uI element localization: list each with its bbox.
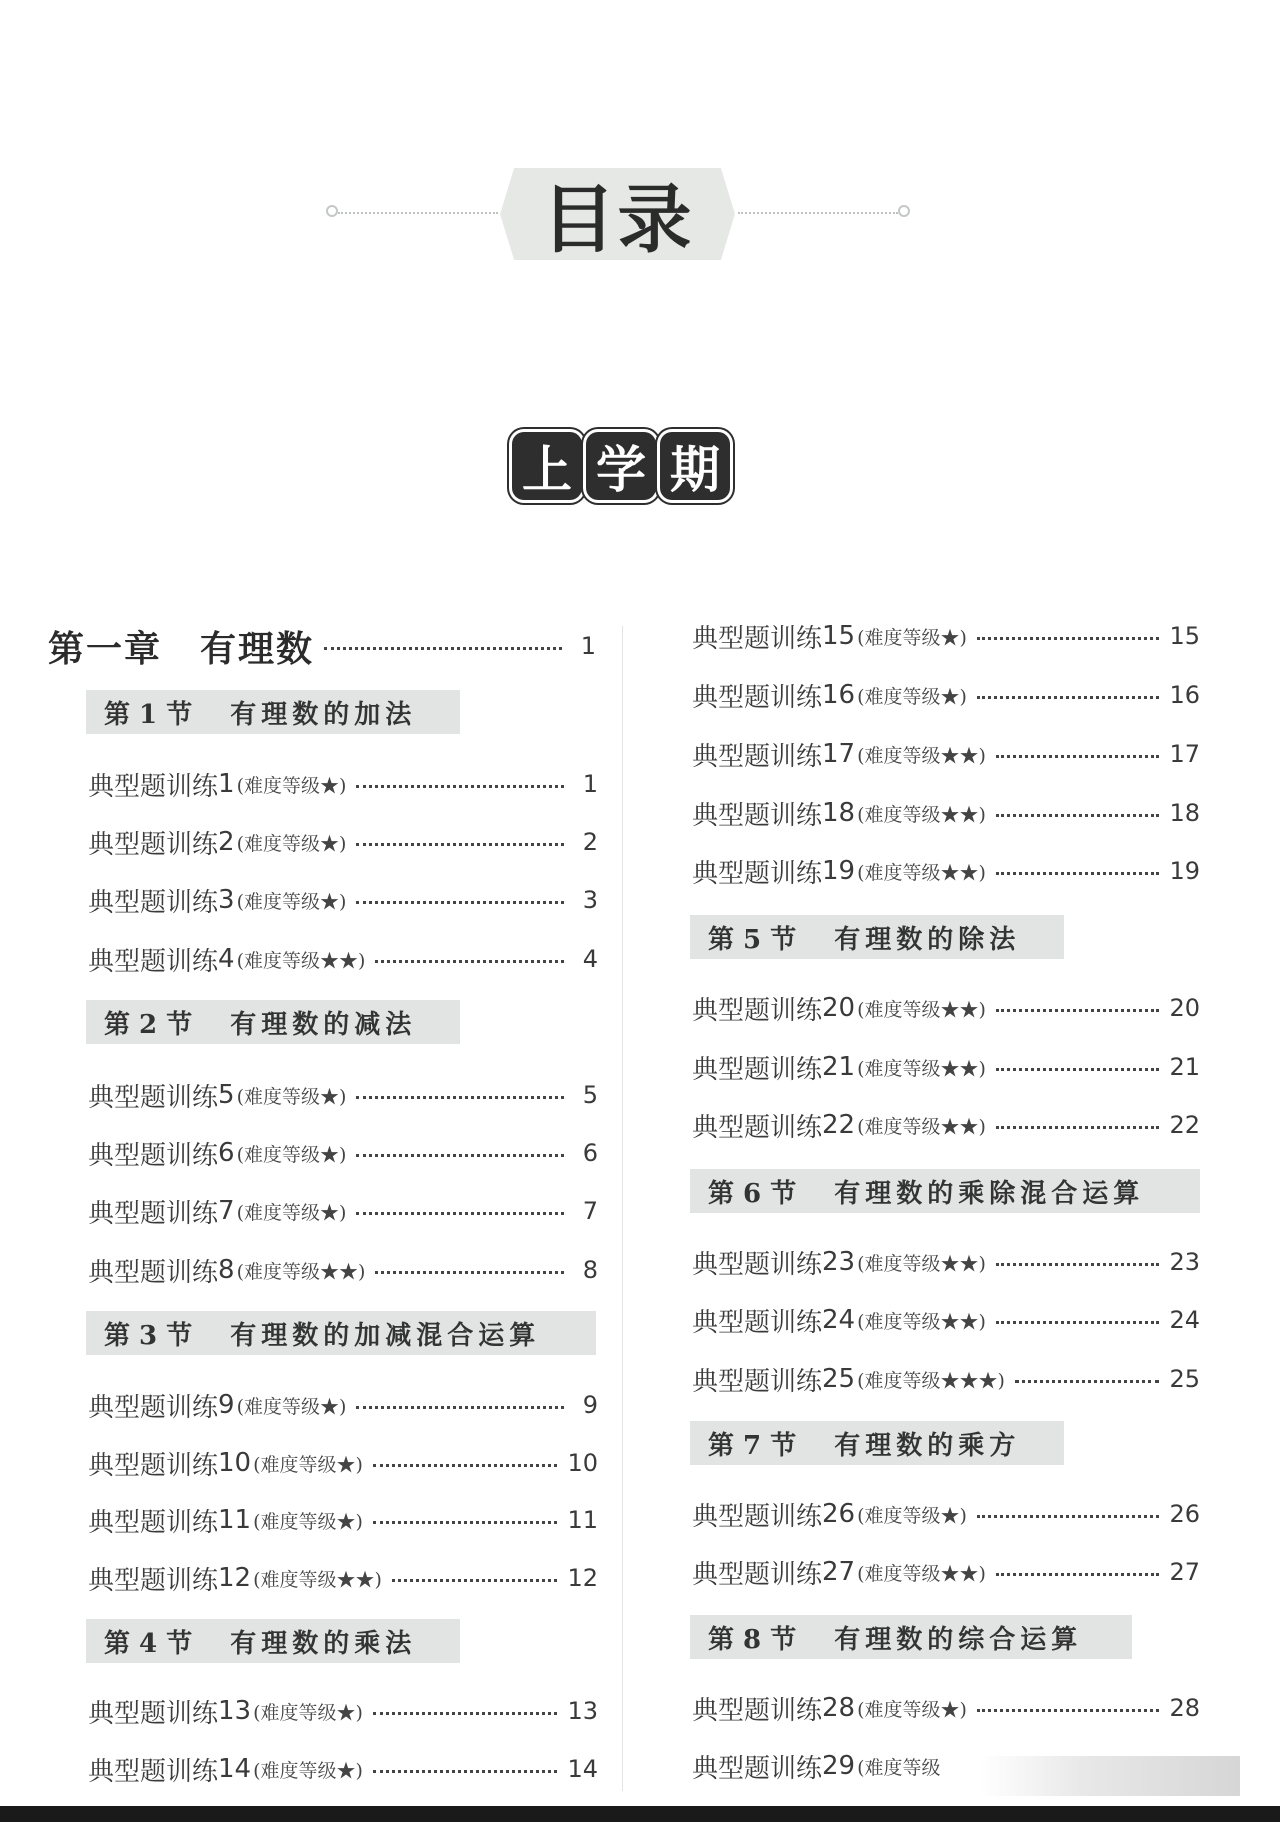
entry-page-number: 6 (582, 1139, 598, 1167)
section-number: 第 2 节 (104, 1009, 193, 1040)
entry-page-number: 9 (582, 1391, 598, 1419)
section-number: 第 7 节 (708, 1430, 797, 1461)
toc-entry[interactable] (692, 988, 1200, 1028)
toc-entry[interactable] (88, 764, 598, 804)
leader-dots (996, 1263, 1160, 1266)
toc-entry[interactable] (692, 793, 1200, 833)
toc-entry[interactable] (692, 1688, 1200, 1728)
entry-page-number: 22 (1169, 1111, 1200, 1139)
section-title: 有理数的乘法 (230, 1628, 417, 1659)
title-ornament-line-left (338, 212, 498, 214)
entry-number: 3 (218, 885, 235, 915)
page-title: 目录 (541, 177, 694, 263)
entry-title: 典型题训练 (692, 800, 823, 831)
entry-page-number: 12 (567, 1564, 598, 1592)
difficulty-level: (难度等级★) (236, 1395, 347, 1418)
toc-entry[interactable] (692, 1300, 1200, 1340)
entry-number: 22 (822, 1110, 856, 1140)
difficulty-level: (难度等级★★) (857, 1310, 986, 1333)
toc-entry[interactable] (88, 880, 598, 920)
difficulty-level: (难度等级★★★) (857, 1369, 1005, 1392)
section-heading[interactable] (86, 1619, 460, 1663)
leader-dots (977, 1515, 1160, 1518)
leader-dots (375, 960, 564, 963)
difficulty-level: (难度等级★) (857, 1698, 967, 1721)
entry-number: 17 (822, 739, 856, 769)
section-number: 第 1 节 (104, 699, 193, 730)
entry-title: 典型题训练 (692, 682, 823, 713)
entry-number: 1 (218, 769, 235, 799)
entry-page-number: 23 (1169, 1248, 1200, 1276)
section-title: 有理数的除法 (834, 924, 1021, 955)
difficulty-level: (难度等级★★) (857, 744, 986, 767)
toc-entry[interactable] (692, 851, 1200, 891)
entry-title: 典型题训练 (692, 623, 823, 654)
leader-dots (977, 1709, 1160, 1712)
toc-entry[interactable] (692, 1047, 1200, 1087)
entry-number: 27 (822, 1557, 856, 1587)
difficulty-level: (难度等级★) (253, 1510, 363, 1533)
entry-page-number: 25 (1169, 1365, 1200, 1393)
toc-entry[interactable] (88, 1191, 598, 1231)
entry-title: 典型题训练 (88, 1082, 219, 1113)
difficulty-level: (难度等级★★) (857, 861, 986, 884)
leader-dots (356, 785, 564, 788)
entry-number: 12 (218, 1563, 252, 1593)
leader-dots (996, 755, 1160, 758)
section-heading[interactable] (86, 1000, 460, 1044)
toc-entry[interactable] (88, 1558, 598, 1598)
entry-title: 典型题训练 (692, 1054, 823, 1085)
entry-title: 典型题训练 (692, 1307, 823, 1338)
leader-dots (324, 647, 562, 650)
entry-number: 6 (218, 1138, 235, 1168)
difficulty-level: (难度等级 (857, 1756, 941, 1779)
leader-dots (356, 1096, 564, 1099)
entry-title: 典型题训练 (88, 946, 219, 977)
entry-number: 10 (218, 1448, 252, 1478)
entry-title: 典型题训练 (88, 1698, 219, 1729)
entry-number: 16 (822, 680, 856, 710)
entry-title: 典型题训练 (692, 858, 823, 889)
semester-char: 上 (512, 432, 582, 500)
entry-page-number: 5 (582, 1081, 598, 1109)
section-heading[interactable] (86, 690, 460, 734)
toc-entry[interactable] (88, 822, 598, 862)
section-number: 第 4 节 (104, 1628, 193, 1659)
entry-title: 典型题训练 (692, 1366, 823, 1397)
entry-title: 典型题训练 (692, 1753, 823, 1784)
entry-number: 23 (822, 1247, 856, 1277)
toc-entry[interactable] (692, 1494, 1200, 1534)
difficulty-level: (难度等级★) (253, 1701, 363, 1724)
entry-title: 典型题训练 (88, 1257, 219, 1288)
entry-page-number: 18 (1169, 799, 1200, 827)
difficulty-level: (难度等级★) (253, 1453, 363, 1476)
difficulty-level: (难度等级★★) (236, 949, 366, 972)
section-heading[interactable] (690, 1169, 1200, 1213)
toc-entry[interactable] (692, 734, 1200, 774)
section-title: 有理数的加法 (230, 699, 417, 730)
difficulty-level: (难度等级★) (857, 626, 967, 649)
leader-dots (373, 1464, 558, 1467)
entry-page-number: 27 (1169, 1558, 1200, 1586)
leader-dots (996, 1321, 1160, 1324)
title-ornament-line-right (738, 212, 898, 214)
leader-dots (996, 872, 1160, 875)
entry-number: 24 (822, 1305, 856, 1335)
entry-number: 26 (822, 1499, 856, 1529)
toc-entry[interactable] (692, 1242, 1200, 1282)
section-heading[interactable] (86, 1311, 596, 1355)
leader-dots (996, 1126, 1160, 1129)
leader-dots (356, 1406, 564, 1409)
entry-title: 典型题训练 (88, 1565, 219, 1596)
toc-entry[interactable] (88, 1075, 598, 1115)
semester-char: 期 (660, 432, 730, 500)
leader-dots (996, 814, 1160, 817)
entry-page-number: 24 (1169, 1306, 1200, 1334)
entry-number: 11 (218, 1505, 252, 1535)
section-number: 第 3 节 (104, 1320, 193, 1351)
semester-char: 学 (586, 432, 656, 500)
entry-number: 18 (822, 798, 856, 828)
entry-page-number: 17 (1169, 740, 1200, 768)
toc-entry[interactable] (88, 939, 598, 979)
difficulty-level: (难度等级★) (236, 1201, 347, 1224)
toc-entry[interactable] (88, 1133, 598, 1173)
difficulty-level: (难度等级★★) (857, 1115, 986, 1138)
leader-dots (356, 1212, 564, 1215)
toc-entry[interactable] (88, 1250, 598, 1290)
section-number: 第 6 节 (708, 1178, 797, 1209)
entry-title: 典型题训练 (88, 1198, 219, 1229)
difficulty-level: (难度等级★) (236, 1143, 347, 1166)
leader-dots (1015, 1380, 1160, 1383)
entry-page-number: 10 (567, 1449, 598, 1477)
entry-page-number: 15 (1169, 622, 1200, 650)
entry-title: 典型题训练 (88, 1450, 219, 1481)
entry-number: 19 (822, 856, 856, 886)
entry-page-number: 16 (1169, 681, 1200, 709)
entry-number: 4 (218, 944, 235, 974)
section-title: 有理数的乘方 (834, 1430, 1021, 1461)
entry-title: 典型题训练 (88, 1507, 219, 1538)
watermark-overlay (980, 1756, 1240, 1796)
difficulty-level: (难度等级★★) (857, 1562, 986, 1585)
toc-entry[interactable] (692, 675, 1200, 715)
entry-number: 28 (822, 1693, 856, 1723)
difficulty-level: (难度等级★) (857, 685, 967, 708)
difficulty-level: (难度等级★★) (253, 1568, 382, 1591)
entry-page-number: 7 (582, 1197, 598, 1225)
toc-entry[interactable] (692, 1359, 1200, 1399)
entry-number: 20 (822, 993, 856, 1023)
section-title: 有理数的减法 (230, 1009, 417, 1040)
entry-number: 5 (218, 1080, 235, 1110)
section-title: 有理数的综合运算 (834, 1624, 1083, 1655)
difficulty-level: (难度等级★★) (857, 1252, 986, 1275)
entry-title: 典型题训练 (692, 1501, 823, 1532)
entry-number: 7 (218, 1196, 235, 1226)
semester-badge (512, 432, 730, 500)
toc-entry[interactable] (692, 1105, 1200, 1145)
entry-number: 14 (218, 1754, 252, 1784)
toc-entry[interactable] (88, 1691, 598, 1731)
entry-number: 29 (822, 1751, 856, 1781)
difficulty-level: (难度等级★★) (857, 803, 986, 826)
section-title: 有理数的乘除混合运算 (834, 1178, 1145, 1209)
toc-entry[interactable] (88, 1443, 598, 1483)
section-number: 第 5 节 (708, 924, 797, 955)
difficulty-level: (难度等级★) (236, 1085, 347, 1108)
entry-page-number: 11 (567, 1506, 598, 1534)
entry-number: 13 (218, 1696, 252, 1726)
section-heading[interactable] (690, 1421, 1064, 1465)
entry-title: 典型题训练 (88, 1392, 219, 1423)
difficulty-level: (难度等级★) (236, 832, 347, 855)
entry-title: 典型题训练 (88, 1756, 219, 1787)
leader-dots (977, 637, 1160, 640)
entry-number: 9 (218, 1390, 235, 1420)
leader-dots (373, 1521, 558, 1524)
title-ornament-dot-right (898, 205, 910, 217)
leader-dots (977, 696, 1160, 699)
entry-title: 典型题训练 (692, 1695, 823, 1726)
entry-title: 典型题训练 (692, 1112, 823, 1143)
entry-page-number: 19 (1169, 857, 1200, 885)
difficulty-level: (难度等级★★) (857, 998, 986, 1021)
entry-page-number: 28 (1169, 1694, 1200, 1722)
entry-page-number: 3 (582, 886, 598, 914)
entry-page-number: 21 (1169, 1053, 1200, 1081)
leader-dots (996, 1009, 1160, 1012)
entry-title: 典型题训练 (692, 995, 823, 1026)
toc-entry[interactable] (88, 1385, 598, 1425)
toc-entry[interactable] (88, 1749, 598, 1789)
entry-page-number: 2 (582, 828, 598, 856)
section-title: 有理数的加减混合运算 (230, 1320, 541, 1351)
entry-number: 15 (822, 621, 856, 651)
entry-title: 典型题训练 (692, 741, 823, 772)
entry-page-number: 26 (1169, 1500, 1200, 1528)
entry-title: 典型题训练 (88, 887, 219, 918)
toc-entry[interactable] (692, 616, 1200, 656)
difficulty-level: (难度等级★) (236, 890, 347, 913)
entry-number: 8 (218, 1255, 235, 1285)
section-heading[interactable] (690, 915, 1064, 959)
leader-dots (356, 901, 564, 904)
toc-entry[interactable] (692, 1552, 1200, 1592)
entry-page-number: 4 (582, 945, 598, 973)
column-divider (622, 626, 623, 1791)
leader-dots (392, 1579, 558, 1582)
difficulty-level: (难度等级★★) (236, 1260, 366, 1283)
entry-title: 典型题训练 (88, 829, 219, 860)
entry-page-number: 8 (582, 1256, 598, 1284)
entry-title: 典型题训练 (692, 1559, 823, 1590)
entry-page-number: 1 (582, 770, 598, 798)
chapter-title: 第一章 有理数 (48, 627, 315, 670)
entry-page-number: 13 (567, 1697, 598, 1725)
leader-dots (373, 1770, 558, 1773)
entry-number: 25 (822, 1364, 856, 1394)
entry-page-number: 14 (567, 1755, 598, 1783)
difficulty-level: (难度等级★) (857, 1504, 967, 1527)
entry-number: 21 (822, 1052, 856, 1082)
toc-entry[interactable] (88, 1500, 598, 1540)
section-heading[interactable] (690, 1615, 1132, 1659)
entry-title: 典型题训练 (88, 771, 219, 802)
leader-dots (996, 1573, 1160, 1576)
leader-dots (373, 1712, 558, 1715)
leader-dots (375, 1271, 564, 1274)
entry-number: 2 (218, 827, 235, 857)
entry-title: 典型题训练 (692, 1249, 823, 1280)
entry-title: 典型题训练 (88, 1140, 219, 1171)
section-number: 第 8 节 (708, 1624, 797, 1655)
chapter-page-number: 1 (580, 632, 596, 660)
leader-dots (356, 1154, 564, 1157)
title-ornament-dot-left (326, 205, 338, 217)
difficulty-level: (难度等级★) (253, 1759, 363, 1782)
difficulty-level: (难度等级★★) (857, 1057, 986, 1080)
difficulty-level: (难度等级★) (236, 774, 347, 797)
chapter-heading[interactable] (48, 626, 596, 670)
leader-dots (356, 843, 564, 846)
leader-dots (996, 1068, 1160, 1071)
entry-page-number: 20 (1169, 994, 1200, 1022)
bottom-bar (0, 1806, 1280, 1822)
